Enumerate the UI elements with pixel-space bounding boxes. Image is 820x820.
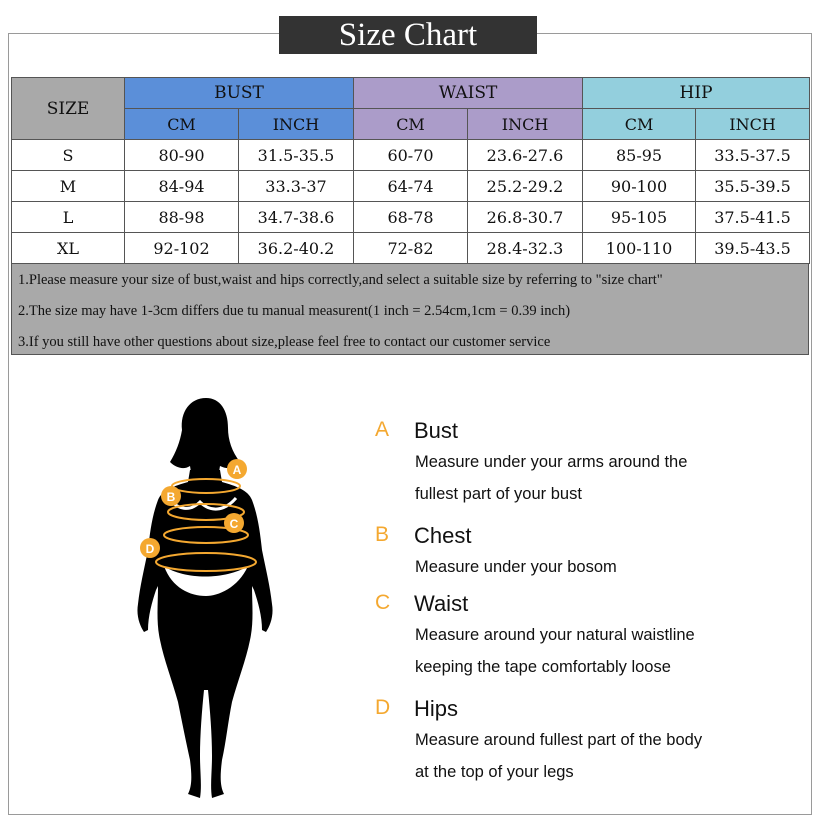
size-header: SIZE [12, 78, 125, 140]
note-1: 1.Please measure your size of bust,waist and hips correctly,and select a suitable size by referring to "size chart" [18, 272, 663, 288]
legend-letter: C [375, 591, 391, 614]
unit-header: INCH [239, 109, 354, 140]
table-cell: 39.5-43.5 [696, 233, 810, 264]
table-cell: 33.5-37.5 [696, 140, 810, 171]
table-cell: 26.8-30.7 [468, 202, 583, 233]
unit-header: CM [583, 109, 696, 140]
svg-text:D: D [145, 542, 155, 556]
legend-letter: D [375, 696, 391, 719]
legend-name: Waist [414, 591, 469, 616]
marker-d [140, 538, 160, 558]
size-cell: M [12, 171, 125, 202]
table-cell: 80-90 [125, 140, 239, 171]
size-table [11, 77, 810, 264]
table-cell: 84-94 [125, 171, 239, 202]
notes-panel [11, 263, 809, 355]
table-cell: 34.7-38.6 [239, 202, 354, 233]
svg-text:B: B [166, 490, 176, 504]
svg-text:A: A [232, 463, 242, 477]
table-units-row [12, 109, 810, 140]
bust-header: BUST [125, 78, 354, 109]
table-cell: 36.2-40.2 [239, 233, 354, 264]
waist-header: WAIST [354, 78, 583, 109]
marker-a [227, 459, 247, 479]
table-row [12, 171, 810, 202]
table-cell: 100-110 [583, 233, 696, 264]
table-row [12, 233, 810, 264]
table-cell: 35.5-39.5 [696, 171, 810, 202]
table-cell: 25.2-29.2 [468, 171, 583, 202]
size-cell: L [12, 202, 125, 233]
legend-desc: keeping the tape comfortably loose [415, 658, 671, 676]
legend-name: Bust [414, 418, 459, 443]
legend-desc: Measure under your bosom [415, 558, 617, 576]
unit-header: INCH [468, 109, 583, 140]
legend-name: Hips [414, 696, 459, 721]
page-title: Size Chart [279, 16, 537, 54]
table-cell: 95-105 [583, 202, 696, 233]
table-cell: 60-70 [354, 140, 468, 171]
legend-desc: at the top of your legs [415, 763, 574, 781]
unit-header: CM [354, 109, 468, 140]
unit-header: INCH [696, 109, 810, 140]
table-cell: 28.4-32.3 [468, 233, 583, 264]
table-cell: 72-82 [354, 233, 468, 264]
table-cell: 23.6-27.6 [468, 140, 583, 171]
legend-name: Chest [414, 523, 472, 548]
note-3: 3.If you still have other questions about size,please feel free to contact our customer service [18, 334, 551, 350]
hip-header: HIP [583, 78, 810, 109]
body-silhouette [120, 390, 290, 810]
table-cell: 68-78 [354, 202, 468, 233]
legend-letter: B [375, 523, 390, 546]
legend-desc: fullest part of your bust [415, 485, 582, 503]
table-cell: 85-95 [583, 140, 696, 171]
marker-c [224, 513, 244, 533]
table-cell: 33.3-37 [239, 171, 354, 202]
table-cell: 92-102 [125, 233, 239, 264]
marker-b [161, 486, 181, 506]
legend-desc: Measure around your natural waistline [415, 626, 695, 644]
legend-letter: A [375, 418, 390, 441]
table-header-row [12, 78, 810, 109]
unit-header: CM [125, 109, 239, 140]
size-cell: XL [12, 233, 125, 264]
table-cell: 37.5-41.5 [696, 202, 810, 233]
table-row [12, 140, 810, 171]
table-cell: 31.5-35.5 [239, 140, 354, 171]
legend-desc: Measure around fullest part of the body [415, 731, 703, 749]
note-2: 2.The size may have 1-3cm differs due tu manual measurent(1 inch = 2.54cm,1cm = 0.39 inch) [18, 303, 571, 319]
table-cell: 64-74 [354, 171, 468, 202]
legend-desc: Measure under your arms around the [415, 453, 688, 471]
table-cell: 90-100 [583, 171, 696, 202]
size-cell: S [12, 140, 125, 171]
table-row [12, 202, 810, 233]
svg-text:C: C [229, 517, 239, 531]
table-cell: 88-98 [125, 202, 239, 233]
